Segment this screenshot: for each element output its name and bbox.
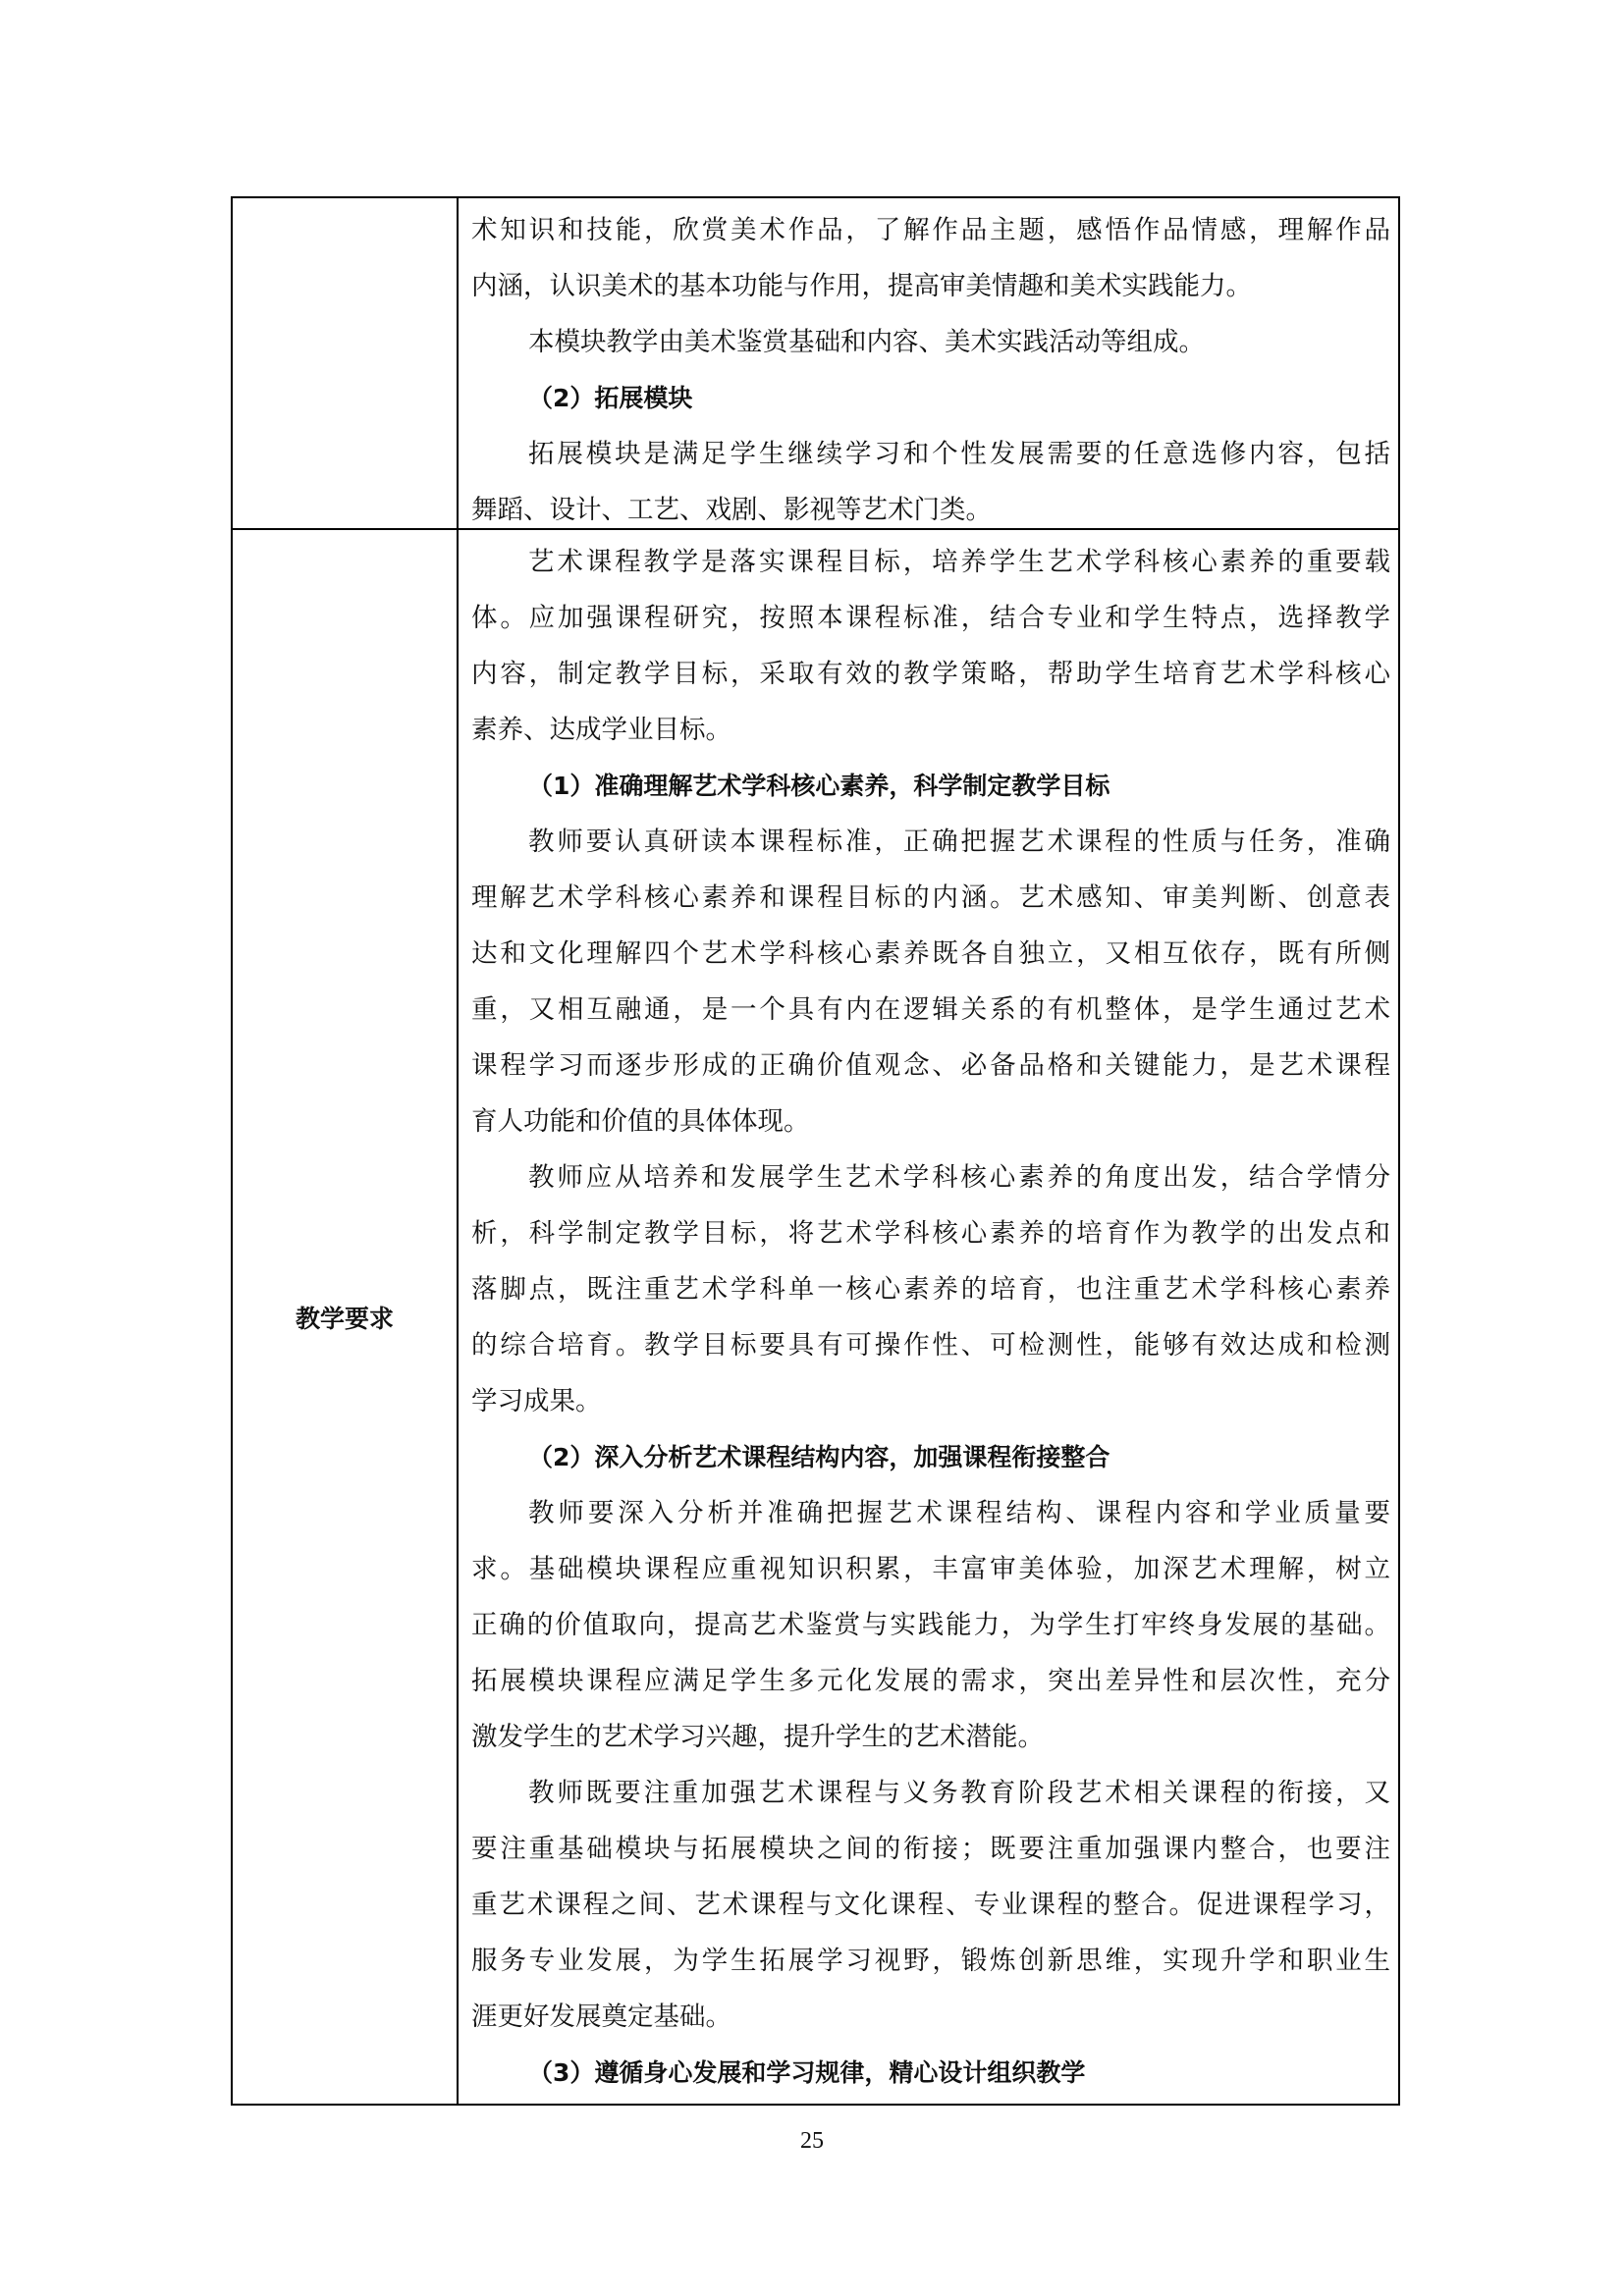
- text-line: 术知识和技能，欣赏美术作品，了解作品主题，感悟作品情感，理解作品: [471, 215, 1390, 245]
- text-line: 课程学习而逐步形成的正确价值观念、必备品格和关键能力，是艺术课程: [471, 1050, 1390, 1081]
- section-heading: （3）遵循身心发展和学习规律，精心设计组织教学: [528, 2058, 1086, 2087]
- text-line: 理解艺术学科核心素养和课程目标的内涵。艺术感知、审美判断、创意表: [471, 882, 1390, 913]
- text-line: 要注重基础模块与拓展模块之间的衔接；既要注重加强课内整合，也要注: [471, 1834, 1390, 1864]
- text-line: 素养、达成学业目标。: [471, 715, 731, 745]
- row-label-cell: [233, 530, 459, 2104]
- text-line: 舞蹈、设计、工艺、戏剧、影视等艺术门类。: [471, 495, 992, 525]
- text-line: 育人功能和价值的具体体现。: [471, 1106, 810, 1137]
- table-row-modules: [233, 198, 1398, 530]
- page-number: 25: [800, 2128, 824, 2154]
- text-line: 求。基础模块课程应重视知识积累，丰富审美体验，加深艺术理解，树立: [471, 1554, 1390, 1584]
- row-content-cell: [459, 198, 1398, 528]
- text-line: 拓展模块是满足学生继续学习和个性发展需要的任意选修内容，包括: [528, 439, 1390, 469]
- row-label: 教学要求: [295, 1304, 394, 1333]
- text-line: 正确的价值取向，提高艺术鉴赏与实践能力，为学生打牢终身发展的基础。: [471, 1610, 1390, 1640]
- text-line: 激发学生的艺术学习兴趣，提升学生的艺术潜能。: [471, 1722, 1044, 1752]
- section-heading: （2）拓展模块: [528, 384, 693, 412]
- text-line: 教师既要注重加强艺术课程与义务教育阶段艺术相关课程的衔接，又: [528, 1778, 1390, 1808]
- text-line: 析，科学制定教学目标，将艺术学科核心素养的培育作为教学的出发点和: [471, 1218, 1390, 1249]
- row-content-cell: [459, 530, 1398, 2104]
- text-line: 落脚点，既注重艺术学科单一核心素养的培育，也注重艺术学科核心素养: [471, 1274, 1390, 1305]
- section-heading: （2）深入分析艺术课程结构内容，加强课程衔接整合: [528, 1443, 1110, 1471]
- text-line: 体。应加强课程研究，按照本课程标准，结合专业和学生特点，选择教学: [471, 603, 1390, 633]
- text-line: 艺术课程教学是落实课程目标，培养学生艺术学科核心素养的重要载: [528, 547, 1390, 577]
- text-line: 学习成果。: [471, 1386, 602, 1416]
- text-line: 重艺术课程之间、艺术课程与文化课程、专业课程的整合。促进课程学习，: [471, 1890, 1390, 1920]
- text-line: 涯更好发展奠定基础。: [471, 2002, 731, 2032]
- text-line: 本模块教学由美术鉴赏基础和内容、美术实践活动等组成。: [528, 327, 1205, 357]
- text-line: 教师要深入分析并准确把握艺术课程结构、课程内容和学业质量要: [528, 1498, 1390, 1528]
- text-line: 拓展模块课程应满足学生多元化发展的需求，突出差异性和层次性，充分: [471, 1666, 1390, 1696]
- text-line: 的综合培育。教学目标要具有可操作性、可检测性，能够有效达成和检测: [471, 1330, 1390, 1361]
- content-table: [231, 196, 1400, 2106]
- section-heading: （1）准确理解艺术学科核心素养，科学制定教学目标: [528, 772, 1110, 800]
- text-line: 重，又相互融通，是一个具有内在逻辑关系的有机整体，是学生通过艺术: [471, 994, 1390, 1025]
- text-line: 教师要认真研读本课程标准，正确把握艺术课程的性质与任务，准确: [528, 827, 1390, 857]
- text-line: 内容，制定教学目标，采取有效的教学策略，帮助学生培育艺术学科核心: [471, 659, 1390, 689]
- text-line: 达和文化理解四个艺术学科核心素养既各自独立，又相互依存，既有所侧: [471, 938, 1390, 969]
- text-line: 内涵，认识美术的基本功能与作用，提高审美情趣和美术实践能力。: [471, 271, 1252, 301]
- row-label-cell: [233, 198, 459, 528]
- text-line: 服务专业发展，为学生拓展学习视野，锻炼创新思维，实现升学和职业生: [471, 1946, 1390, 1976]
- table-row-teaching-requirements: [233, 530, 1398, 2104]
- text-line: 教师应从培养和发展学生艺术学科核心素养的角度出发，结合学情分: [528, 1162, 1390, 1193]
